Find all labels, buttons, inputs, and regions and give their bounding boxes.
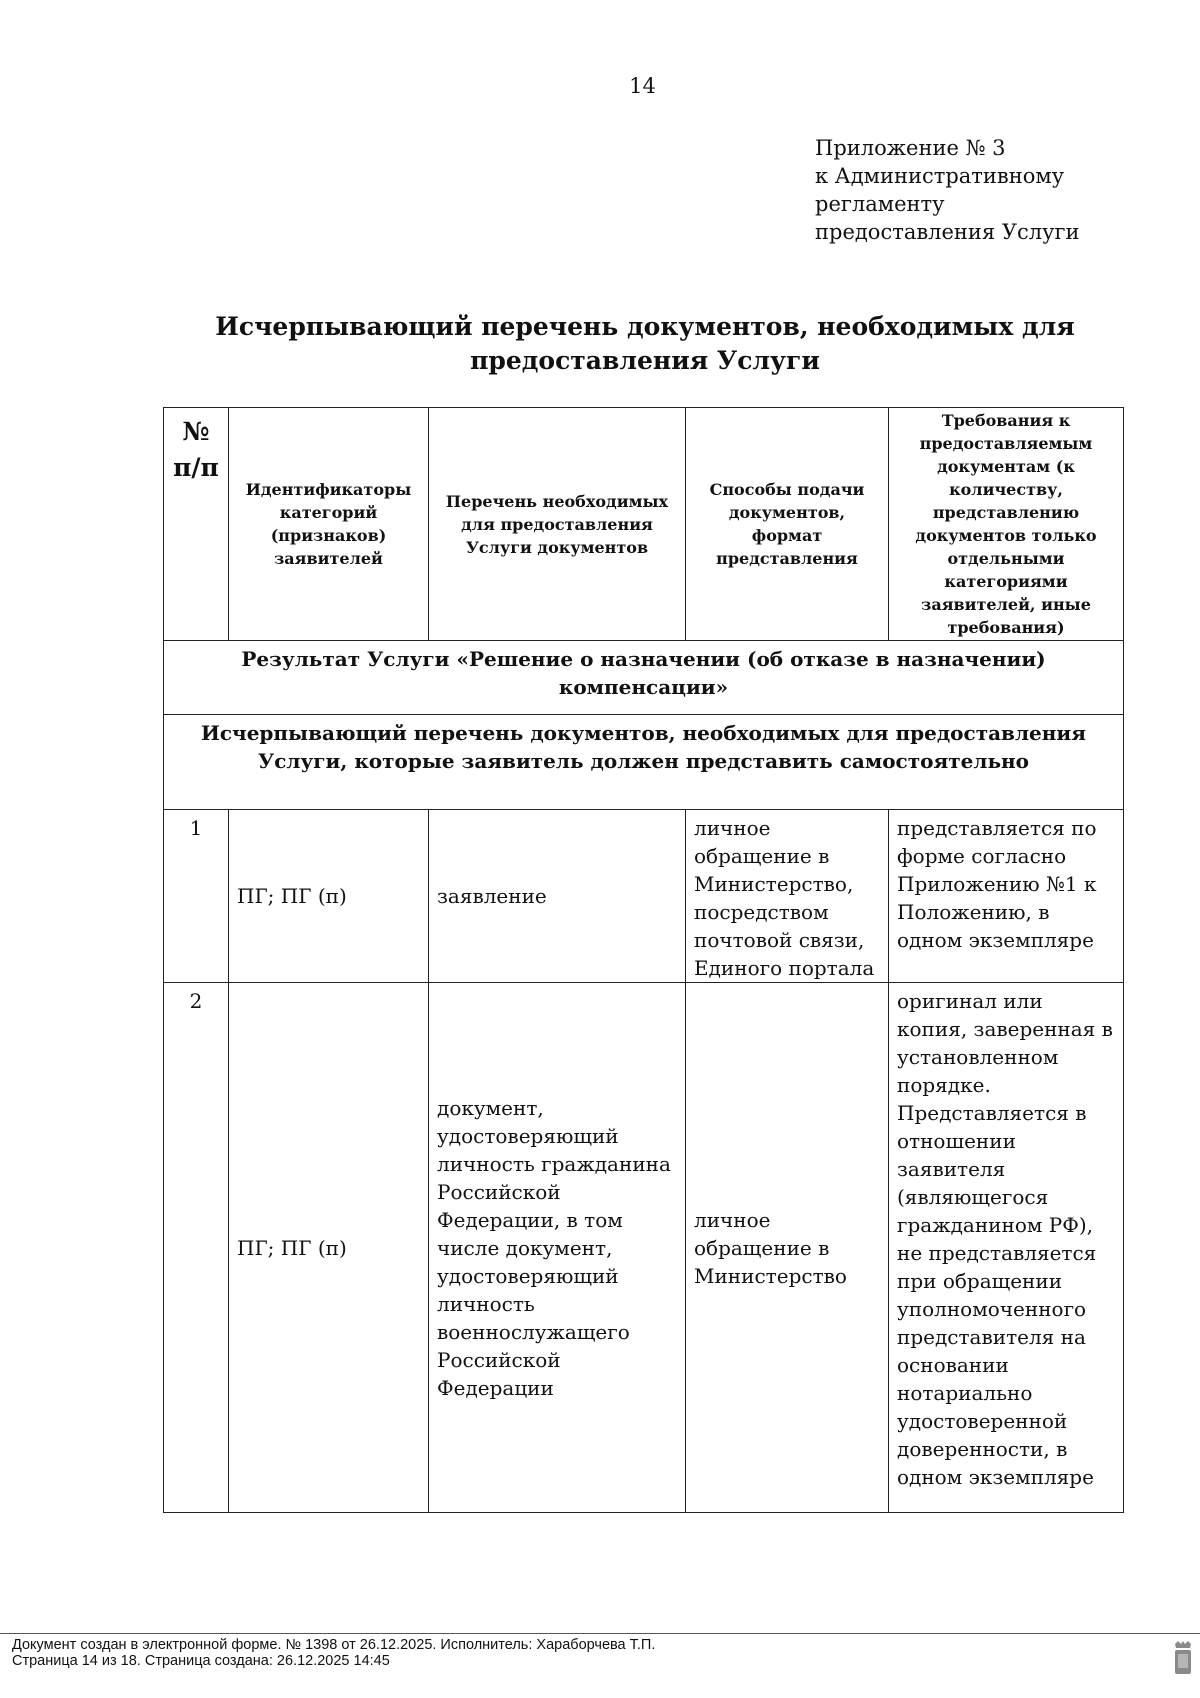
footer — [12, 1637, 1132, 1669]
document-title-line: предоставления Услуги — [470, 346, 820, 375]
footer-line-1: Документ создан в электронной форме. № 1398 от 26.12.2025. Исполнитель: Хараборчева Т.П. — [12, 1637, 656, 1653]
row-method: личное обращение в Министерство, посредством почтовой связи, Единого портала — [686, 810, 889, 983]
table-row — [164, 810, 1124, 983]
appendix-line: Приложение № 3 — [815, 136, 1006, 160]
row-number: 1 — [164, 810, 229, 983]
row-number: 2 — [164, 983, 229, 1513]
header-categories: Идентификаторы категорий (признаков) заявителей — [229, 408, 429, 641]
section-document-list: Исчерпывающий перечень документов, необходимых для предоставления Услуги, которые заявитель должен представить самостоятельно — [164, 715, 1124, 810]
table-header-row — [164, 408, 1124, 641]
document-title — [170, 310, 1120, 378]
header-number: № п/п — [164, 408, 229, 641]
appendix-line: регламенту — [815, 192, 945, 216]
emblem-icon — [1172, 1640, 1194, 1678]
header-methods: Способы подачи документов, формат представления — [686, 408, 889, 641]
section-row — [164, 715, 1124, 810]
footer-divider — [0, 1633, 1200, 1634]
appendix-line: к Административному — [815, 164, 1065, 188]
row-category: ПГ; ПГ (п) — [229, 810, 429, 983]
appendix-note — [815, 134, 1145, 246]
header-requirements: Требования к предоставляемым документам (к количеству, представлению документов только отдельными категориями заявителей, иные требования) — [889, 408, 1124, 641]
page-number: 14 — [629, 74, 656, 98]
row-category: ПГ; ПГ (п) — [229, 983, 429, 1513]
table-row — [164, 983, 1124, 1513]
appendix-line: предоставления Услуги — [815, 220, 1080, 244]
document-title-line: Исчерпывающий перечень документов, необходимых для — [215, 312, 1075, 341]
documents-table — [163, 407, 1124, 1513]
row-requirement: оригинал или копия, заверенная в установленном порядке. Представляется в отношении заявителя (являющегося гражданином РФ), не представляется при обращении уполномоченного представителя на основании нотариально удостоверенной доверенности, в одном экземпляре — [889, 983, 1124, 1513]
row-document: заявление — [429, 810, 686, 983]
header-documents: Перечень необходимых для предоставления Услуги документов — [429, 408, 686, 641]
section-row — [164, 641, 1124, 715]
row-method: личное обращение в Министерство — [686, 983, 889, 1513]
row-document: документ, удостоверяющий личность гражданина Российской Федерации, в том числе документ, удостоверяющий личность военнослужащего Российской Федерации — [429, 983, 686, 1513]
row-requirement: представляется по форме согласно Приложению №1 к Положению, в одном экземпляре — [889, 810, 1124, 983]
section-result: Результат Услуги «Решение о назначении (об отказе в назначении) компенсации» — [164, 641, 1124, 715]
footer-line-2: Страница 14 из 18. Страница создана: 26.12.2025 14:45 — [12, 1653, 390, 1669]
